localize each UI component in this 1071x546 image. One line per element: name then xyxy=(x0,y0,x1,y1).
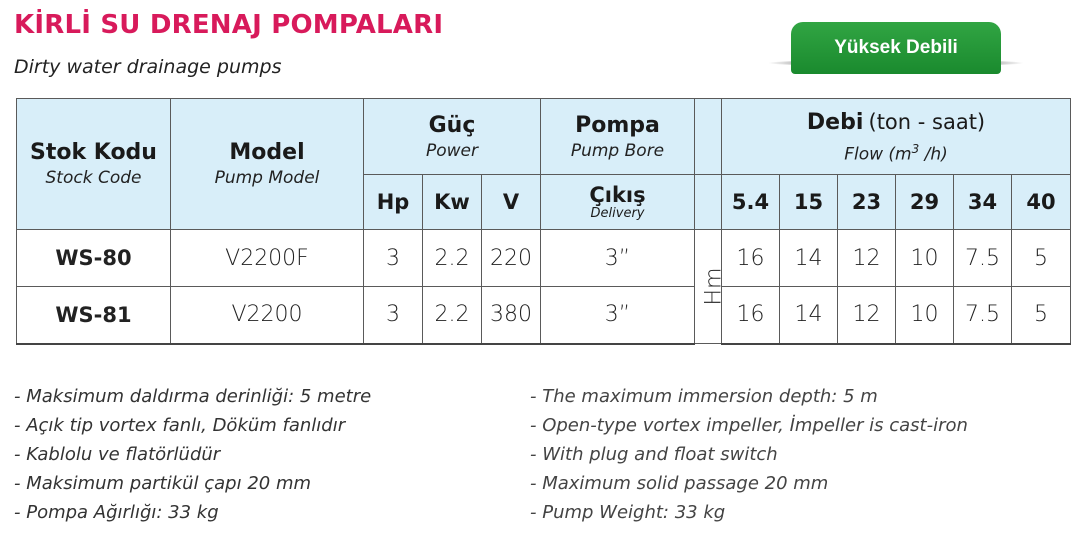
row-flow-5: 7.5 xyxy=(954,230,1012,287)
note-item: - Maximum solid passage 20 mm xyxy=(530,473,829,494)
row-kw: 2.2 xyxy=(423,287,482,344)
row-stock-code: WS-80 xyxy=(17,230,171,287)
row-flow-4: 10 xyxy=(896,230,954,287)
row-flow-3: 12 xyxy=(838,230,896,287)
col-flow-2: 15 xyxy=(780,175,838,230)
row-flow-6: 5 xyxy=(1012,230,1071,287)
row-flow-3: 12 xyxy=(838,287,896,344)
note-item: - Pump Weight: 33 kg xyxy=(530,502,726,523)
note-item: - With plug and float switch xyxy=(530,444,778,465)
row-flow-4: 10 xyxy=(896,287,954,344)
note-item: - Kablolu ve flatörlüdür xyxy=(14,444,221,465)
pump-bore-label-en: Pump Bore xyxy=(570,140,665,161)
row-model: V2200 xyxy=(171,287,364,344)
col-flow-4: 29 xyxy=(896,175,954,230)
stock-code-label-en: Stock Code xyxy=(45,168,142,188)
col-flow-1: 5.4 xyxy=(722,175,780,230)
pump-bore-label: Pompa xyxy=(575,112,660,138)
header-model xyxy=(171,99,364,230)
row-stock-code: WS-81 xyxy=(17,287,171,344)
header-stock-code xyxy=(17,99,171,230)
page-title: KİRLİ SU DRENAJ POMPALARI xyxy=(14,10,444,40)
table-row xyxy=(17,230,1071,287)
header-flow xyxy=(722,99,1071,175)
hm-label: Hm xyxy=(701,267,727,306)
col-hp: Hp xyxy=(364,175,423,230)
row-flow-6: 5 xyxy=(1012,287,1071,344)
flow-label: Debi xyxy=(806,109,864,135)
power-label: Güç xyxy=(428,112,476,138)
note-item: - The maximum immersion depth: 5 m xyxy=(530,386,878,407)
page-subtitle: Dirty water drainage pumps xyxy=(14,56,282,78)
delivery-label-en: Delivery xyxy=(590,206,645,221)
note-item: - Maksimum partikül çapı 20 mm xyxy=(14,473,312,494)
row-hp: 3 xyxy=(364,230,423,287)
row-flow-2: 14 xyxy=(780,230,838,287)
model-label-en: Pump Model xyxy=(214,168,320,188)
hm-label-cell xyxy=(695,230,727,344)
table-row xyxy=(17,287,1071,344)
row-flow-2: 14 xyxy=(780,287,838,344)
hm-header-spacer xyxy=(695,99,722,175)
row-flow-1: 16 xyxy=(722,287,780,344)
hm-subheader-spacer xyxy=(695,175,722,230)
row-bore: 3” xyxy=(541,230,695,287)
note-item: - Open-type vortex impeller, İmpeller is cast-iron xyxy=(530,415,968,436)
model-label: Model xyxy=(229,140,305,165)
power-label-en: Power xyxy=(425,140,478,161)
stock-code-label: Stok Kodu xyxy=(30,140,157,165)
col-kw: Kw xyxy=(423,175,482,230)
row-flow-5: 7.5 xyxy=(954,287,1012,344)
row-model: V2200F xyxy=(171,230,364,287)
note-item: - Pompa Ağırlığı: 33 kg xyxy=(14,502,219,523)
col-flow-3: 23 xyxy=(838,175,896,230)
notes-english xyxy=(530,382,968,527)
row-v: 380 xyxy=(482,287,541,344)
row-hp: 3 xyxy=(364,287,423,344)
badge-container xyxy=(768,20,1024,78)
row-v: 220 xyxy=(482,230,541,287)
col-flow-6: 40 xyxy=(1012,175,1071,230)
row-bore: 3” xyxy=(541,287,695,344)
note-item: - Maksimum daldırma derinliği: 5 metre xyxy=(14,386,372,407)
note-item: - Açık tip vortex fanlı, Döküm fanlıdır xyxy=(14,415,346,436)
row-kw: 2.2 xyxy=(423,230,482,287)
header-pump-bore xyxy=(541,99,695,175)
high-flow-badge: Yüksek Debili xyxy=(791,22,1001,74)
delivery-label: Çıkış xyxy=(589,183,646,207)
col-v: V xyxy=(482,175,541,230)
flow-label-en: Flow ($m^3$ /h) xyxy=(844,141,948,165)
flow-unit: (ton - saat) xyxy=(868,109,986,134)
notes-turkish xyxy=(14,382,371,527)
col-delivery xyxy=(541,175,695,230)
col-flow-5: 34 xyxy=(954,175,1012,230)
header-power xyxy=(364,99,541,175)
spec-table xyxy=(16,98,1071,345)
row-flow-1: 16 xyxy=(722,230,780,287)
